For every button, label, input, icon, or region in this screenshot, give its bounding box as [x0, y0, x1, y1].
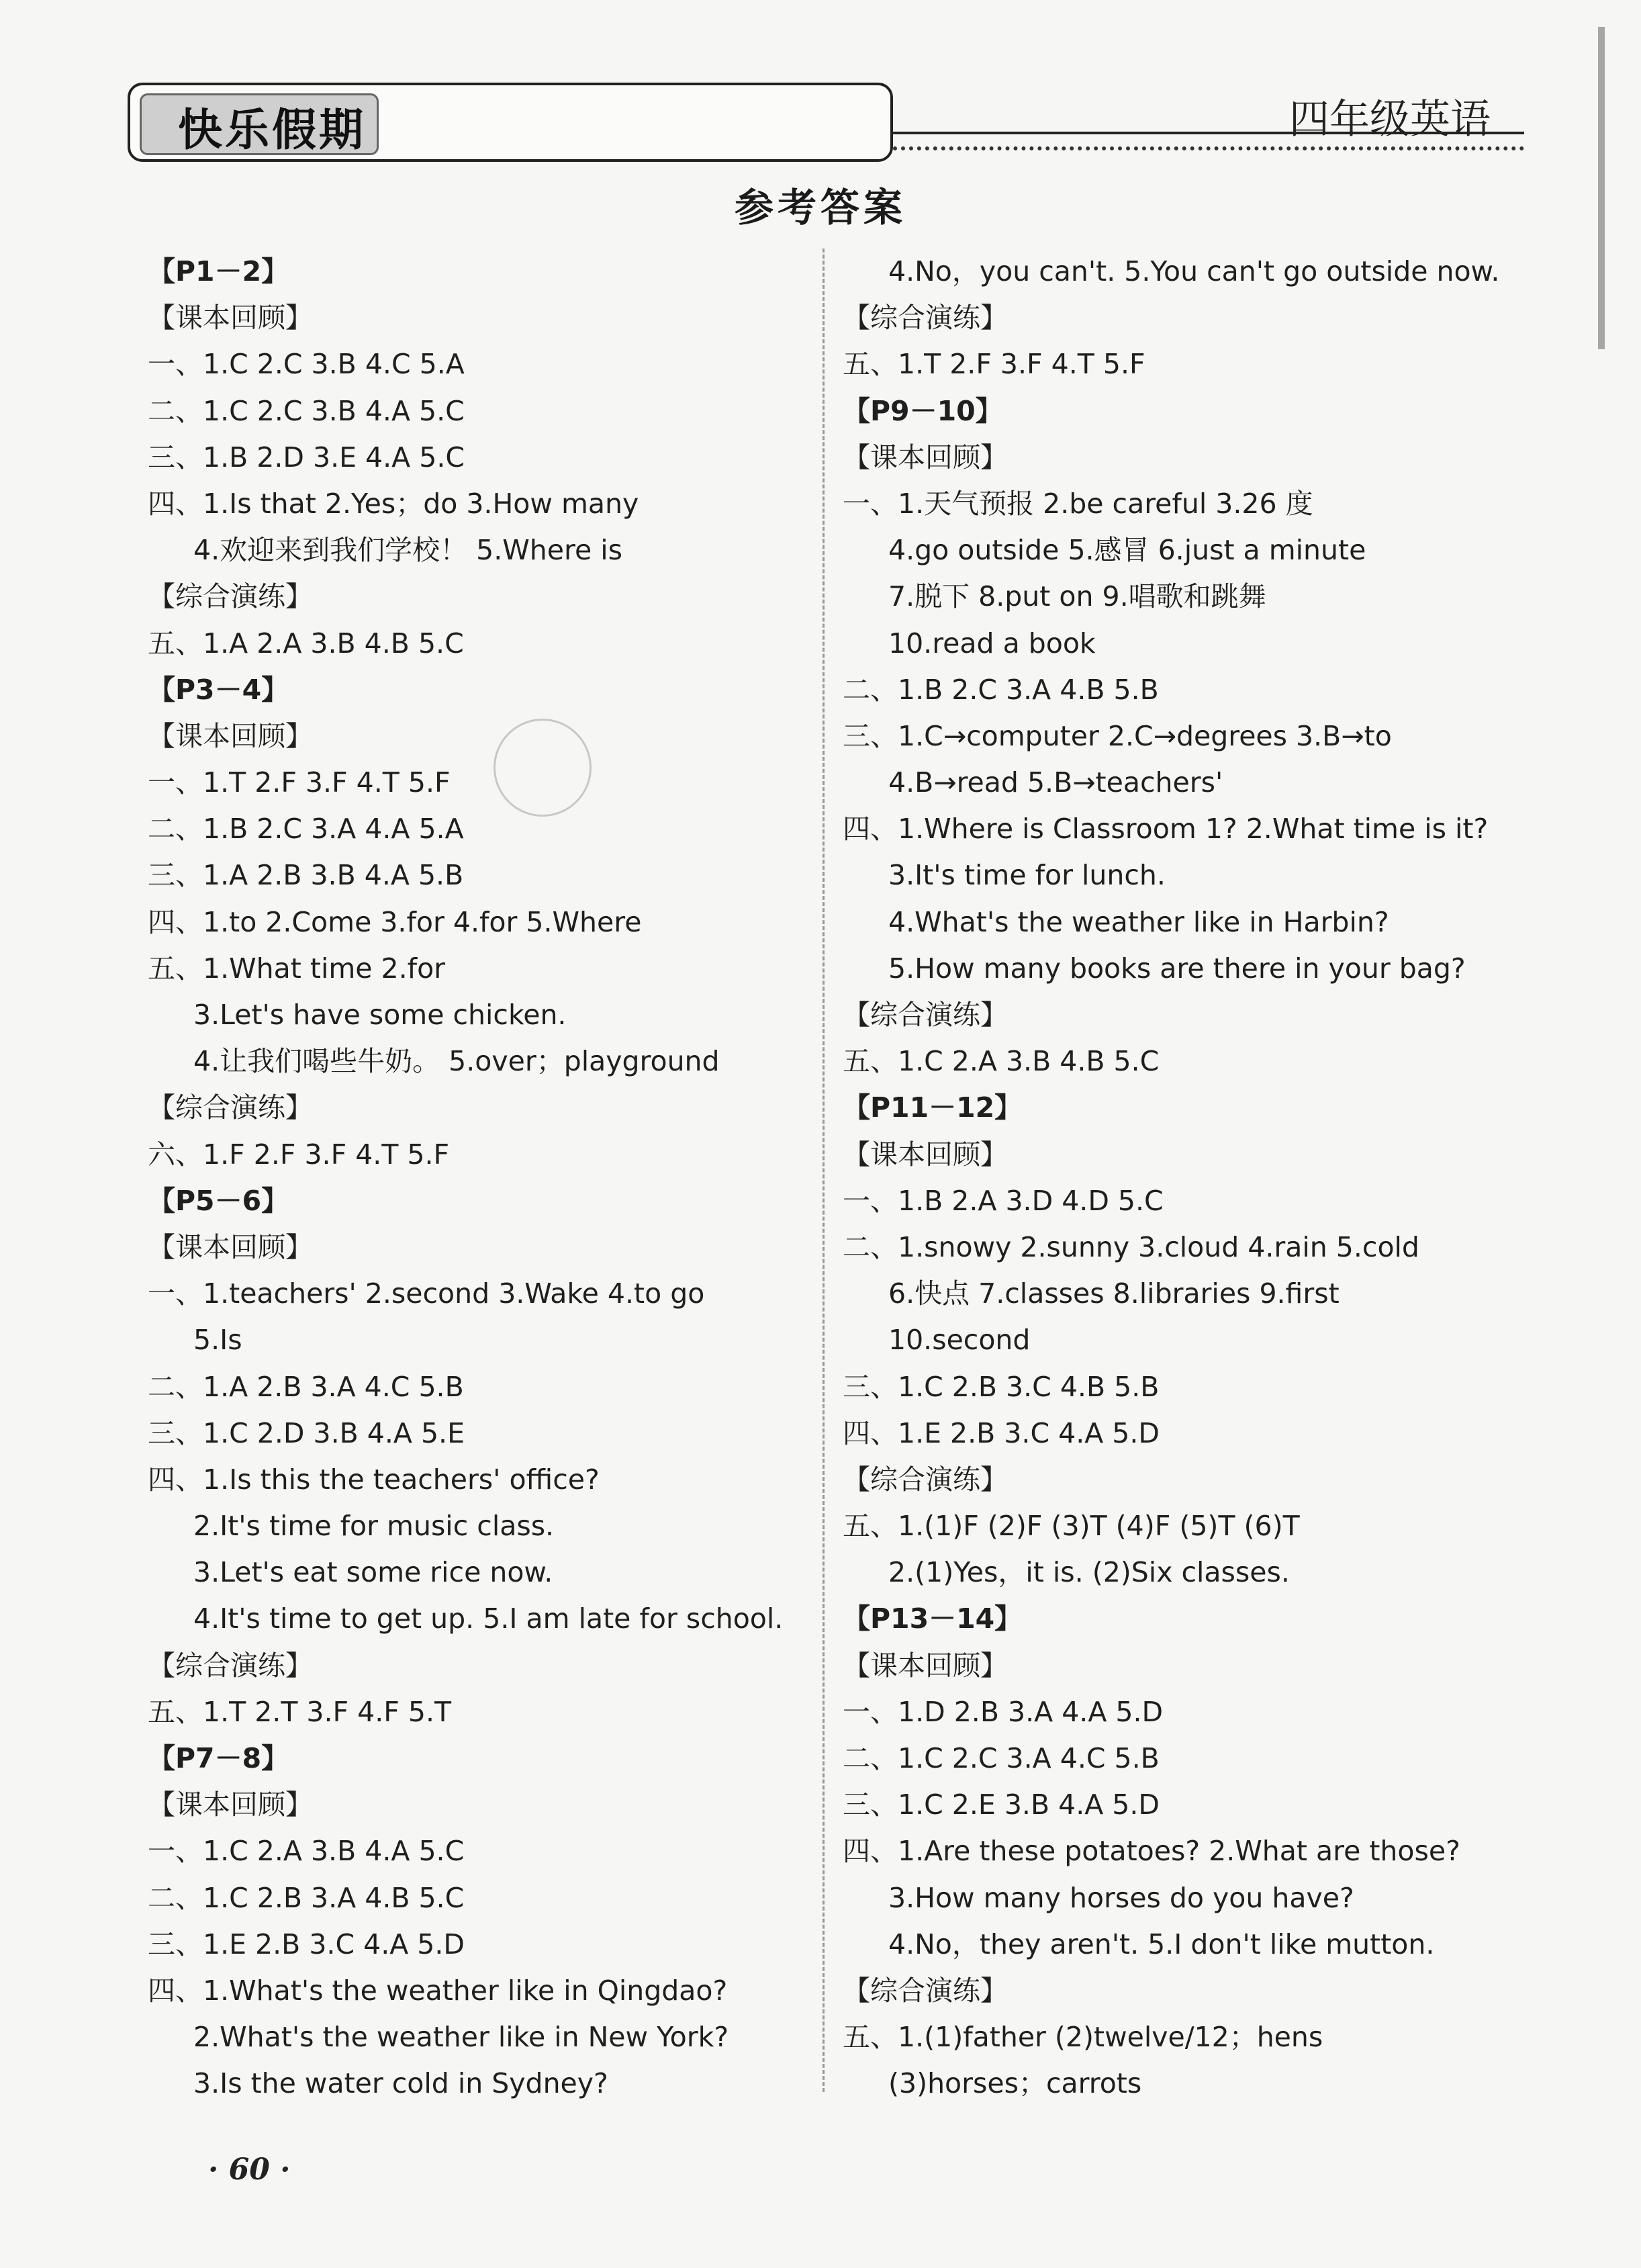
answer-line: 三、1.C 2.B 3.C 4.B 5.B: [843, 1370, 1160, 1403]
answer-line: 四、1.to 2.Come 3.for 4.for 5.Where: [148, 905, 642, 938]
answer-line: 三、1.A 2.B 3.B 4.A 5.B: [148, 859, 464, 892]
header-dotted-rule: [893, 146, 1524, 150]
answer-line: 3.Let's eat some rice now.: [193, 1556, 553, 1589]
answer-line: 一、1.D 2.B 3.A 4.A 5.D: [843, 1695, 1164, 1728]
header-subject: 四年级英语: [1289, 96, 1491, 143]
answer-line: 四、1.Is this the teachers' office?: [148, 1463, 600, 1496]
answer-line: 三、1.C→computer 2.C→degrees 3.B→to: [843, 719, 1392, 752]
answer-line: 四、1.Are these potatoes? 2.What are those?: [843, 1835, 1460, 1868]
answer-line: 4.No，they aren't. 5.I don't like mutton.: [888, 1927, 1435, 1960]
answer-line: 2.What's the weather like in New York?: [193, 2021, 729, 2054]
answer-line: 【课本回顾】: [843, 1649, 1008, 1682]
answer-line: 一、1.天气预报 2.be careful 3.26 度: [843, 487, 1313, 520]
answer-line: 4.It's time to get up. 5.I am late for school.: [193, 1602, 784, 1635]
answer-line: 二、1.B 2.C 3.A 4.A 5.A: [148, 813, 464, 846]
answer-line: 五、1.T 2.F 3.F 4.T 5.F: [843, 348, 1145, 381]
answer-line: 【课本回顾】: [843, 1138, 1008, 1171]
answers-left-column: [148, 248, 819, 2107]
page-title: 参考答案: [734, 185, 906, 230]
answer-line: 四、1.Is that 2.Yes；do 3.How many: [148, 487, 639, 520]
header-title: 快乐假期: [178, 104, 366, 156]
answer-line: 4.让我们喝些牛奶。 5.over；playground: [193, 1045, 720, 1078]
answer-line: 二、1.A 2.B 3.A 4.C 5.B: [148, 1370, 464, 1403]
answer-line: 一、1.B 2.A 3.D 4.D 5.C: [843, 1184, 1164, 1217]
answer-line: 三、1.C 2.E 3.B 4.A 5.D: [843, 1788, 1160, 1821]
watermark-stamp: [494, 719, 592, 817]
answer-line: 3.It's time for lunch.: [888, 859, 1166, 892]
answer-line: 4.B→read 5.B→teachers': [888, 766, 1223, 799]
answer-line: 4.No，you can't. 5.You can't go outside now.: [888, 255, 1500, 287]
section-heading: 【P11－12】: [843, 1091, 1023, 1124]
section-heading: 【P9－10】: [843, 394, 1003, 427]
answer-line: 二、1.C 2.C 3.B 4.A 5.C: [148, 394, 465, 427]
column-divider: [823, 248, 825, 2092]
answer-line: 五、1.C 2.A 3.B 4.B 5.C: [843, 1045, 1160, 1078]
answer-line: 一、1.C 2.C 3.B 4.C 5.A: [148, 348, 465, 381]
answer-line: 五、1.What time 2.for: [148, 952, 446, 985]
answer-line: 六、1.F 2.F 3.F 4.T 5.F: [148, 1138, 450, 1171]
answer-line: 一、1.T 2.F 3.F 4.T 5.F: [148, 766, 451, 799]
answer-line: 4.What's the weather like in Harbin?: [888, 905, 1389, 938]
answer-line: 二、1.snowy 2.sunny 3.cloud 4.rain 5.cold: [843, 1230, 1419, 1263]
answer-line: 6.快点 7.classes 8.libraries 9.first: [888, 1277, 1340, 1310]
answer-line: 四、1.Where is Classroom 1? 2.What time is it?: [843, 813, 1489, 846]
answer-line: 2.(1)Yes，it is. (2)Six classes.: [888, 1556, 1290, 1589]
answer-line: 【课本回顾】: [148, 1788, 313, 1821]
answer-line: 一、1.C 2.A 3.B 4.A 5.C: [148, 1835, 465, 1868]
answer-line: 三、1.C 2.D 3.B 4.A 5.E: [148, 1416, 465, 1449]
answer-line: 二、1.C 2.C 3.A 4.C 5.B: [843, 1742, 1160, 1774]
answer-line: 10.read a book: [888, 627, 1096, 660]
answer-line: 三、1.E 2.B 3.C 4.A 5.D: [148, 1927, 465, 1960]
answer-line: 四、1.E 2.B 3.C 4.A 5.D: [843, 1416, 1160, 1449]
answer-line: 【课本回顾】: [148, 1230, 313, 1263]
answer-line: 7.脱下 8.put on 9.唱歌和跳舞: [888, 580, 1266, 613]
answer-line: 4.欢迎来到我们学校！ 5.Where is: [193, 534, 622, 567]
answer-line: 10.second: [888, 1324, 1031, 1357]
section-heading: 【P13－14】: [843, 1602, 1023, 1635]
answer-line: 4.go outside 5.感冒 6.just a minute: [888, 534, 1366, 567]
answer-line: 五、1.T 2.T 3.F 4.F 5.T: [148, 1695, 452, 1728]
answer-line: 【综合演练】: [148, 1649, 313, 1682]
answer-line: 五、1.(1)father (2)twelve/12；hens: [843, 2021, 1323, 2054]
answer-line: 【综合演练】: [843, 1974, 1008, 2007]
answer-line: 【综合演练】: [843, 999, 1008, 1031]
answer-line: 5.How many books are there in your bag?: [888, 952, 1466, 985]
answer-line: 【综合演练】: [843, 1463, 1008, 1496]
section-heading: 【P7－8】: [148, 1742, 289, 1774]
answer-line: 二、1.B 2.C 3.A 4.B 5.B: [843, 673, 1159, 706]
answer-line: 一、1.teachers' 2.second 3.Wake 4.to go: [148, 1277, 705, 1310]
answer-line: 3.Is the water cold in Sydney?: [193, 2067, 608, 2100]
page-number: · 60 ·: [208, 2152, 291, 2187]
answer-line: 3.How many horses do you have?: [888, 1881, 1354, 1914]
answer-line: 五、1.(1)F (2)F (3)T (4)F (5)T (6)T: [843, 1510, 1300, 1543]
answer-line: 四、1.What's the weather like in Qingdao?: [148, 1974, 728, 2007]
answer-line: 【综合演练】: [843, 302, 1008, 334]
answer-line: 5.Is: [193, 1324, 242, 1357]
section-heading: 【P5－6】: [148, 1184, 289, 1217]
answer-line: 三、1.B 2.D 3.E 4.A 5.C: [148, 441, 465, 473]
answer-line: 【综合演练】: [148, 1091, 313, 1124]
answer-line: 【课本回顾】: [843, 441, 1008, 473]
section-heading: 【P1－2】: [148, 255, 289, 287]
header-rule: [893, 132, 1524, 134]
answer-line: 3.Let's have some chicken.: [193, 999, 567, 1031]
answer-line: 【课本回顾】: [148, 302, 313, 334]
answer-line: 【综合演练】: [148, 580, 313, 613]
answer-line: 二、1.C 2.B 3.A 4.B 5.C: [148, 1881, 465, 1914]
answer-line: 五、1.A 2.A 3.B 4.B 5.C: [148, 627, 464, 660]
answer-line: 2.It's time for music class.: [193, 1510, 555, 1543]
answer-line: (3)horses；carrots: [888, 2067, 1142, 2100]
section-heading: 【P3－4】: [148, 673, 289, 706]
answer-line: 【课本回顾】: [148, 719, 313, 752]
answers-right-column: [843, 248, 1514, 2107]
